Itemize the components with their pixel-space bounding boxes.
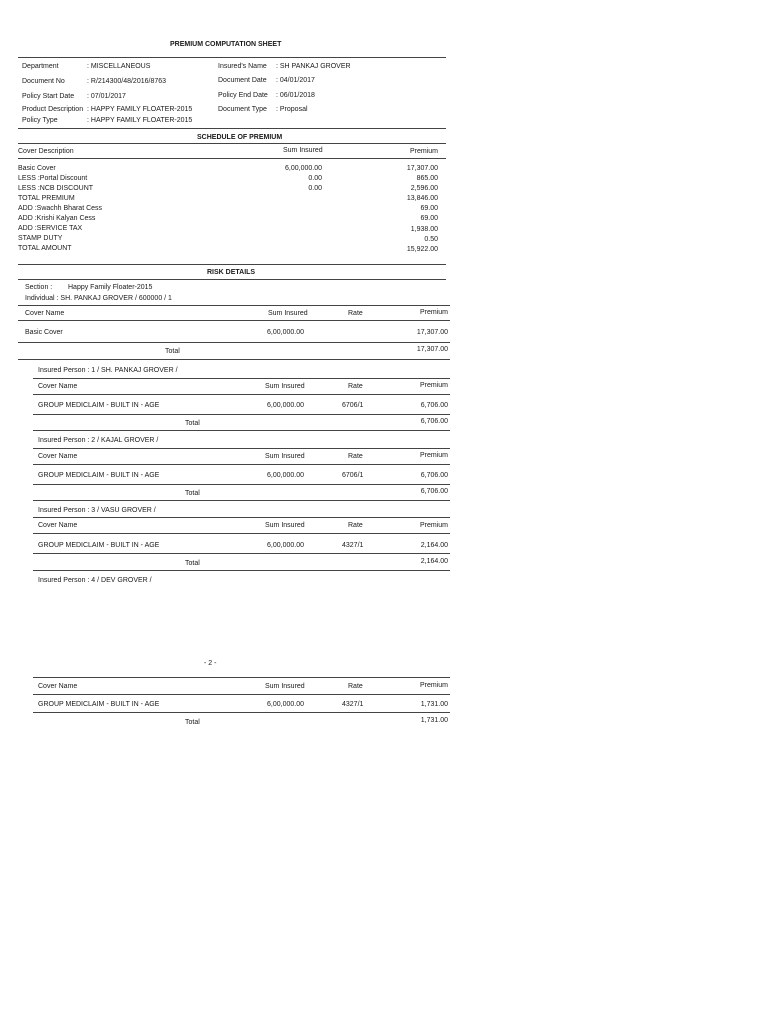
section-label: Section : (25, 284, 53, 291)
col-cover-name: Cover Name (38, 383, 78, 390)
rate: 4327/1 (342, 701, 364, 708)
row-description: TOTAL AMOUNT (18, 245, 72, 252)
sum-insured: 6,00,000.00 (267, 701, 304, 708)
schedule-col-premium: Premium (410, 148, 439, 155)
row-description: ADD :Swachh Bharat Cess (18, 205, 103, 212)
rate: 6706/1 (342, 402, 364, 409)
person-rule (33, 677, 450, 678)
risk-col-cover-name: Cover Name (25, 310, 65, 317)
row-premium: 69.00 (420, 205, 438, 212)
person-rule (33, 712, 450, 713)
total-label: Total (185, 719, 200, 726)
premium: 2,164.00 (420, 542, 448, 549)
section-value: Happy Family Floater-2015 (68, 284, 153, 291)
document-type-label: Document Type (218, 106, 267, 113)
person-rule (33, 394, 450, 395)
document-date-value: : 04/01/2017 (276, 77, 315, 84)
cover-name: GROUP MEDICLAIM - BUILT IN - AGE (38, 701, 160, 708)
policy-end-value: : 06/01/2018 (276, 92, 315, 99)
row-premium: 17,307.00 (406, 165, 438, 172)
col-cover-name: Cover Name (38, 522, 78, 529)
col-rate: Rate (348, 522, 363, 529)
sum-insured: 6,00,000.00 (267, 542, 304, 549)
row-description: LESS :Portal Discount (18, 175, 88, 182)
title-divider (18, 57, 446, 58)
row-description: Basic Cover (18, 165, 56, 172)
sum-insured: 6,00,000.00 (267, 329, 304, 336)
row-sum-insured: 6,00,000.00 (285, 165, 322, 172)
page-number: - 2 - (204, 660, 217, 667)
col-sum-insured: Sum Insured (265, 522, 305, 529)
product-description-value: : HAPPY FAMILY FLOATER-2015 (87, 106, 193, 113)
total-label: Total (185, 560, 200, 567)
row-premium: 2,596.00 (410, 185, 438, 192)
col-premium: Premium (419, 522, 448, 529)
department-value: : MISCELLANEOUS (87, 63, 151, 70)
person-rule (33, 553, 450, 554)
col-rate: Rate (348, 683, 363, 690)
document-no-label: Document No (22, 78, 65, 85)
rate: 4327/1 (342, 542, 364, 549)
risk-header-rule (18, 320, 450, 321)
person-rule (33, 517, 450, 518)
total-value: 6,706.00 (420, 418, 448, 425)
header-divider (18, 128, 446, 129)
total-value: 17,307.00 (416, 346, 448, 353)
cover-name: Basic Cover (25, 329, 63, 336)
risk-title: RISK DETAILS (207, 269, 256, 276)
schedule-title: SCHEDULE OF PREMIUM (197, 134, 283, 141)
insured-person-label: Insured Person : 2 / KAJAL GROVER / (38, 437, 159, 444)
row-sum-insured: 0.00 (308, 185, 322, 192)
col-rate: Rate (348, 453, 363, 460)
row-premium: 865.00 (416, 175, 438, 182)
rate: 6706/1 (342, 472, 364, 479)
total-label: Total (185, 490, 200, 497)
insured-person-label: Insured Person : 4 / DEV GROVER / (38, 577, 152, 584)
document-date-label: Document Date (218, 77, 267, 84)
cover-name: GROUP MEDICLAIM - BUILT IN - AGE (38, 542, 160, 549)
product-description-label: Product Description (22, 106, 84, 113)
risk-top-rule (18, 264, 446, 265)
document-type-value: : Proposal (276, 106, 308, 113)
row-description: LESS :NCB DISCOUNT (18, 185, 94, 192)
schedule-top-rule (18, 143, 446, 144)
sum-insured: 6,00,000.00 (267, 402, 304, 409)
person-rule (33, 448, 450, 449)
premium: 6,706.00 (420, 472, 448, 479)
person-rule (33, 430, 450, 431)
individual-line: Individual : SH. PANKAJ GROVER / 600000 / 1 (25, 295, 172, 302)
person-rule (33, 464, 450, 465)
row-premium: 13,846.00 (406, 195, 438, 202)
total-value: 1,731.00 (420, 717, 448, 724)
basic-end-rule (18, 359, 450, 360)
row-description: ADD :SERVICE TAX (18, 225, 83, 232)
insured-person-label: Insured Person : 1 / SH. PANKAJ GROVER / (38, 367, 178, 374)
department-label: Department (22, 63, 59, 70)
document-no-value: : R/214300/48/2016/8763 (87, 78, 167, 85)
risk-col-sum-insured: Sum Insured (268, 310, 308, 317)
person-rule (33, 570, 450, 571)
schedule-header-rule (18, 158, 446, 159)
total-value: 2,164.00 (420, 558, 448, 565)
person-rule (33, 414, 450, 415)
premium: 17,307.00 (416, 329, 448, 336)
policy-type-value: : HAPPY FAMILY FLOATER-2015 (87, 117, 193, 124)
row-description: TOTAL PREMIUM (18, 195, 75, 202)
cover-name: GROUP MEDICLAIM - BUILT IN - AGE (38, 472, 160, 479)
row-description: ADD :Krishi Kalyan Cess (18, 215, 96, 222)
col-premium: Premium (419, 682, 448, 689)
person-rule (33, 378, 450, 379)
policy-start-label: Policy Start Date (22, 93, 75, 100)
row-premium: 69.00 (420, 215, 438, 222)
row-premium: 1,938.00 (410, 226, 438, 233)
policy-start-value: : 07/01/2017 (87, 93, 126, 100)
risk-col-rate: Rate (348, 310, 363, 317)
insured-name-label: Insured's Name (218, 63, 267, 70)
cover-name: GROUP MEDICLAIM - BUILT IN - AGE (38, 402, 160, 409)
col-sum-insured: Sum Insured (265, 453, 305, 460)
policy-end-label: Policy End Date (218, 92, 268, 99)
schedule-col-description: Cover Description (18, 148, 74, 155)
row-premium: 0.50 (424, 236, 438, 243)
col-premium: Premium (419, 382, 448, 389)
insured-name-value: : SH PANKAJ GROVER (276, 63, 351, 70)
row-sum-insured: 0.00 (308, 175, 322, 182)
insured-person-label: Insured Person : 3 / VASU GROVER / (38, 507, 156, 514)
col-premium: Premium (419, 452, 448, 459)
row-premium: 15,922.00 (406, 246, 438, 253)
premium: 1,731.00 (420, 701, 448, 708)
col-sum-insured: Sum Insured (265, 683, 305, 690)
policy-type-label: Policy Type (22, 117, 58, 124)
risk-header-top-rule (18, 305, 450, 306)
col-sum-insured: Sum Insured (265, 383, 305, 390)
schedule-col-sum-insured: Sum Insured (283, 147, 323, 154)
risk-col-premium: Premium (419, 309, 448, 316)
person-rule (33, 500, 450, 501)
total-label: Total (165, 348, 180, 355)
person-rule (33, 533, 450, 534)
basic-total-rule (18, 342, 450, 343)
risk-title-rule (18, 279, 446, 280)
total-label: Total (185, 420, 200, 427)
total-value: 6,706.00 (420, 488, 448, 495)
person-rule (33, 694, 450, 695)
col-rate: Rate (348, 383, 363, 390)
premium: 6,706.00 (420, 402, 448, 409)
person-rule (33, 484, 450, 485)
col-cover-name: Cover Name (38, 683, 78, 690)
sum-insured: 6,00,000.00 (267, 472, 304, 479)
row-description: STAMP DUTY (18, 235, 63, 242)
document-title: PREMIUM COMPUTATION SHEET (170, 41, 282, 48)
col-cover-name: Cover Name (38, 453, 78, 460)
